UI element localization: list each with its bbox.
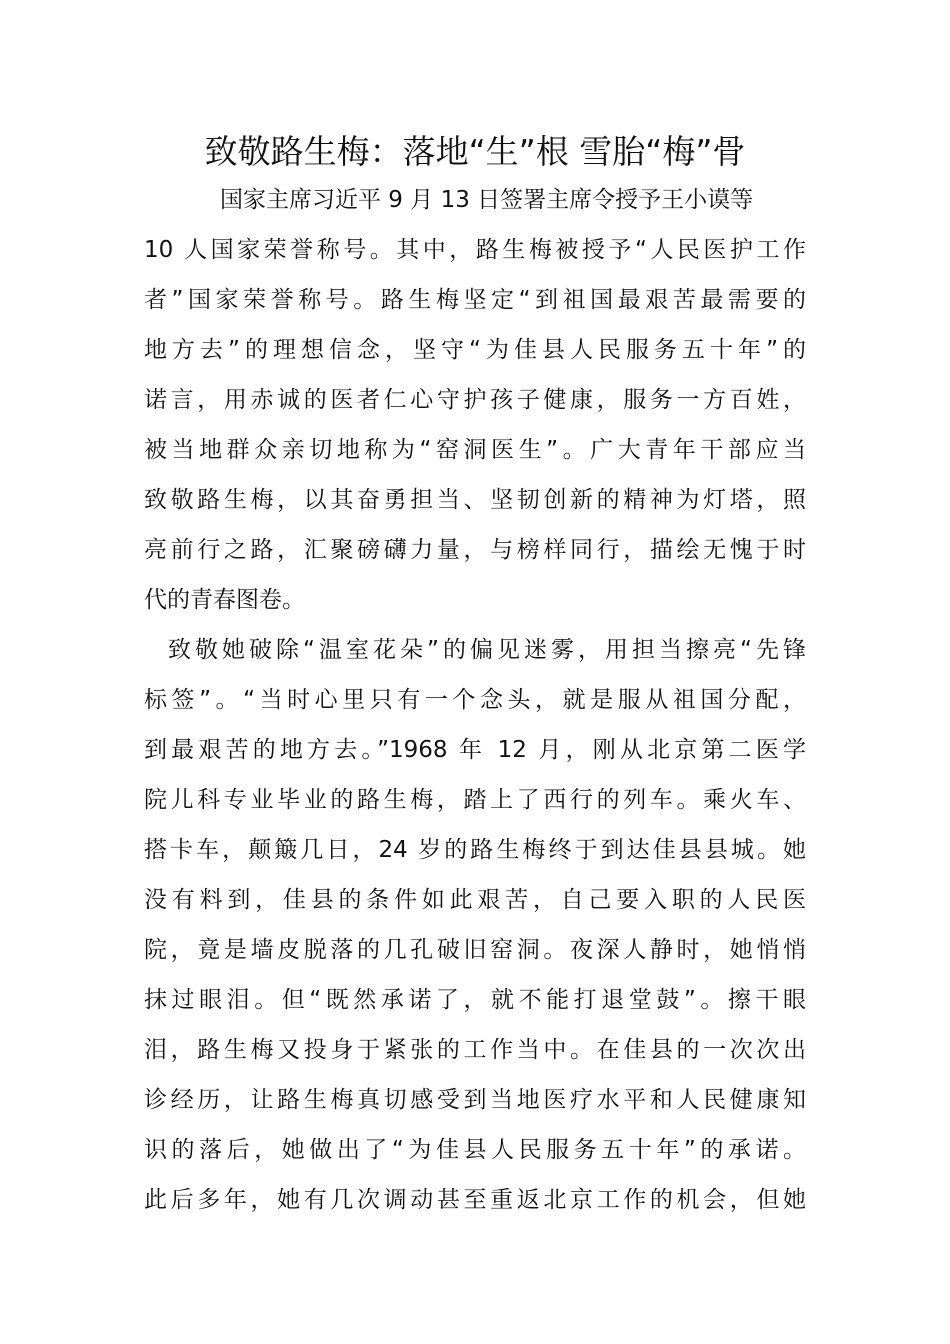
paragraph-2-line-8: 抹过眼泪。但“既然承诺了，就不能打退堂鼓”。擦干眼 [144, 987, 806, 1013]
paragraph-1-line-3: 者”国家荣誉称号。路生梅坚定“到祖国最艰苦最需要的 [144, 287, 806, 313]
paragraph-2-line-6: 没有料到，佳县的条件如此艰苦，自己要入职的人民医 [144, 887, 806, 913]
paragraph-1-line-7: 致敬路生梅，以其奋勇担当、坚韧创新的精神为灯塔，照 [144, 487, 806, 513]
paragraph-1-line-8: 亮前行之路，汇聚磅礴力量，与榜样同行，描绘无愧于时 [144, 537, 806, 563]
paragraph-2-line-9: 泪，路生梅又投身于紧张的工作当中。在佳县的一次次出 [144, 1037, 806, 1063]
paragraph-2-line-11: 识的落后，她做出了“为佳县人民服务五十年”的承诺。 [144, 1137, 806, 1163]
paragraph-1-line-4: 地方去”的理想信念，坚守“为佳县人民服务五十年”的 [144, 337, 806, 363]
paragraph-1-line-9: 代的青春图卷。 [144, 587, 305, 613]
paragraph-2-line-10: 诊经历，让路生梅真切感受到当地医疗水平和人民健康知 [144, 1087, 806, 1113]
paragraph-1-line-5: 诺言，用赤诚的医者仁心守护孩子健康，服务一方百姓， [144, 387, 806, 413]
paragraph-2-line-12: 此后多年，她有几次调动甚至重返北京工作的机会，但她 [144, 1187, 806, 1213]
document-body [144, 175, 806, 1225]
paragraph-2-line-3: 到最艰苦的地方去。”1968 年 12 月，刚从北京第二医学 [144, 737, 806, 763]
paragraph-2-line-7: 院，竟是墙皮脱落的几孔破旧窑洞。夜深人静时，她悄悄 [144, 937, 806, 963]
paragraph-2-line-4: 院儿科专业毕业的路生梅，踏上了西行的列车。乘火车、 [144, 787, 806, 813]
paragraph-1-line-2: 10 人国家荣誉称号。其中，路生梅被授予“人民医护工作 [144, 237, 806, 263]
paragraph-2-line-5: 搭卡车，颠簸几日，24 岁的路生梅终于到达佳县县城。她 [144, 837, 806, 863]
document-title: 致敬路生梅：落地“生”根 雪胎“梅”骨 [204, 132, 746, 171]
paragraph-2-line-2: 标签”。“当时心里只有一个念头，就是服从祖国分配， [144, 687, 806, 713]
paragraph-1-line-6: 被当地群众亲切地称为“窑洞医生”。广大青年干部应当 [144, 437, 806, 463]
paragraph-2-line-1: 致敬她破除“温室花朵”的偏见迷雾，用担当擦亮“先锋 [168, 637, 806, 663]
paragraph-1-line-1: 国家主席习近平 9 月 13 日签署主席令授予王小谟等 [220, 187, 754, 213]
